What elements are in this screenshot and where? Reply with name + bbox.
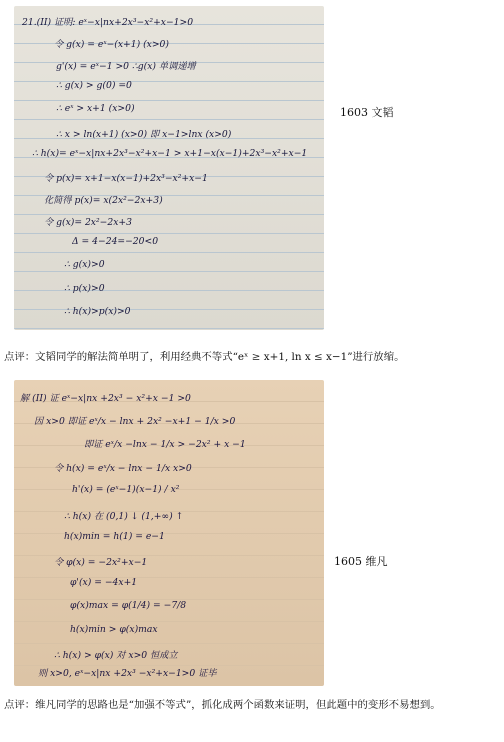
handwritten-solution-photo-1 — [14, 6, 324, 330]
solution1-line-4: ∴ g(x) > g(0) =0 — [56, 80, 132, 91]
solution1-line-1: 21.(II) 证明: eˣ−x|nx+2x³−x²+x−1>0 — [22, 17, 194, 28]
solution2-line-6: ∴ h(x) 在 (0,1) ↓ (1,+∞) ↑ — [64, 511, 184, 522]
solution2-line-3: 即证 eˣ/x −lnx − 1/x > −2x² + x −1 — [84, 439, 246, 450]
solution2-author-label: 1605 维凡 — [334, 555, 388, 568]
solution2-line-9: φ'(x) = −4x+1 — [70, 577, 138, 588]
solution2-line-12: ∴ h(x) > φ(x) 对 x>0 恒成立 — [54, 650, 178, 661]
solution1-line-12: ∴ g(x)>0 — [64, 259, 105, 270]
solution1-line-3: g'(x) = eˣ−1 >0 ∴g(x) 单调递增 — [56, 61, 196, 72]
solution1-line-6: ∴ x > ln(x+1) (x>0) 即 x−1>lnx (x>0) — [56, 129, 232, 140]
comment-1: 点评：文韬同学的解法简单明了，利用经典不等式“eˣ ≥ x+1, ln x ≤ x−1”进行放缩。 — [4, 351, 405, 363]
solution1-line-2: 令 g(x) = eˣ−(x+1) (x>0) — [54, 39, 169, 50]
solution2-line-1: 解 (II) 证 eˣ−x|nx +2x³ − x²+x −1 >0 — [20, 393, 191, 404]
solution2-line-10: φ(x)max = φ(1/4) = −7/8 — [70, 600, 187, 611]
solution2-line-11: h(x)min > φ(x)max — [70, 624, 158, 635]
solution2-line-2: 因 x>0 即证 eˣ/x − lnx + 2x² −x+1 − 1/x >0 — [34, 416, 236, 427]
solution1-line-5: ∴ eˣ > x+1 (x>0) — [56, 103, 135, 114]
solution1-line-8: 令 p(x)= x+1−x(x−1)+2x³−x²+x−1 — [44, 173, 208, 184]
solution1-line-9: 化简得 p(x)= x(2x²−2x+3) — [44, 195, 163, 206]
solution1-line-13: ∴ p(x)>0 — [64, 283, 105, 294]
solution2-line-7: h(x)min = h(1) = e−1 — [64, 531, 165, 542]
solution2-line-13: 则 x>0, eˣ−x|nx +2x³ −x²+x−1>0 证毕 — [38, 668, 217, 679]
solution1-line-7: ∴ h(x)= eˣ−x|nx+2x³−x²+x−1 > x+1−x(x−1)+2x³−x²+x−1 — [32, 148, 308, 159]
solution2-line-8: 令 φ(x) = −2x²+x−1 — [54, 557, 148, 568]
solution2-line-4: 令 h(x) = eˣ/x − lnx − 1/x x>0 — [54, 463, 192, 474]
handwritten-solution-photo-2 — [14, 380, 324, 686]
solution1-line-14: ∴ h(x)>p(x)>0 — [64, 306, 131, 317]
solution2-line-5: h'(x) = (eˣ−1)(x−1) / x² — [72, 484, 180, 495]
comment-2: 点评：维凡同学的思路也是“加强不等式”，抓化成两个函数来证明，但此题中的变形不易想到。 — [4, 699, 441, 711]
solution1-line-11: Δ = 4−24=−20<0 — [72, 236, 159, 247]
solution1-author-label: 1603 文韬 — [340, 106, 394, 119]
solution1-line-10: 令 g(x)= 2x²−2x+3 — [44, 217, 132, 228]
